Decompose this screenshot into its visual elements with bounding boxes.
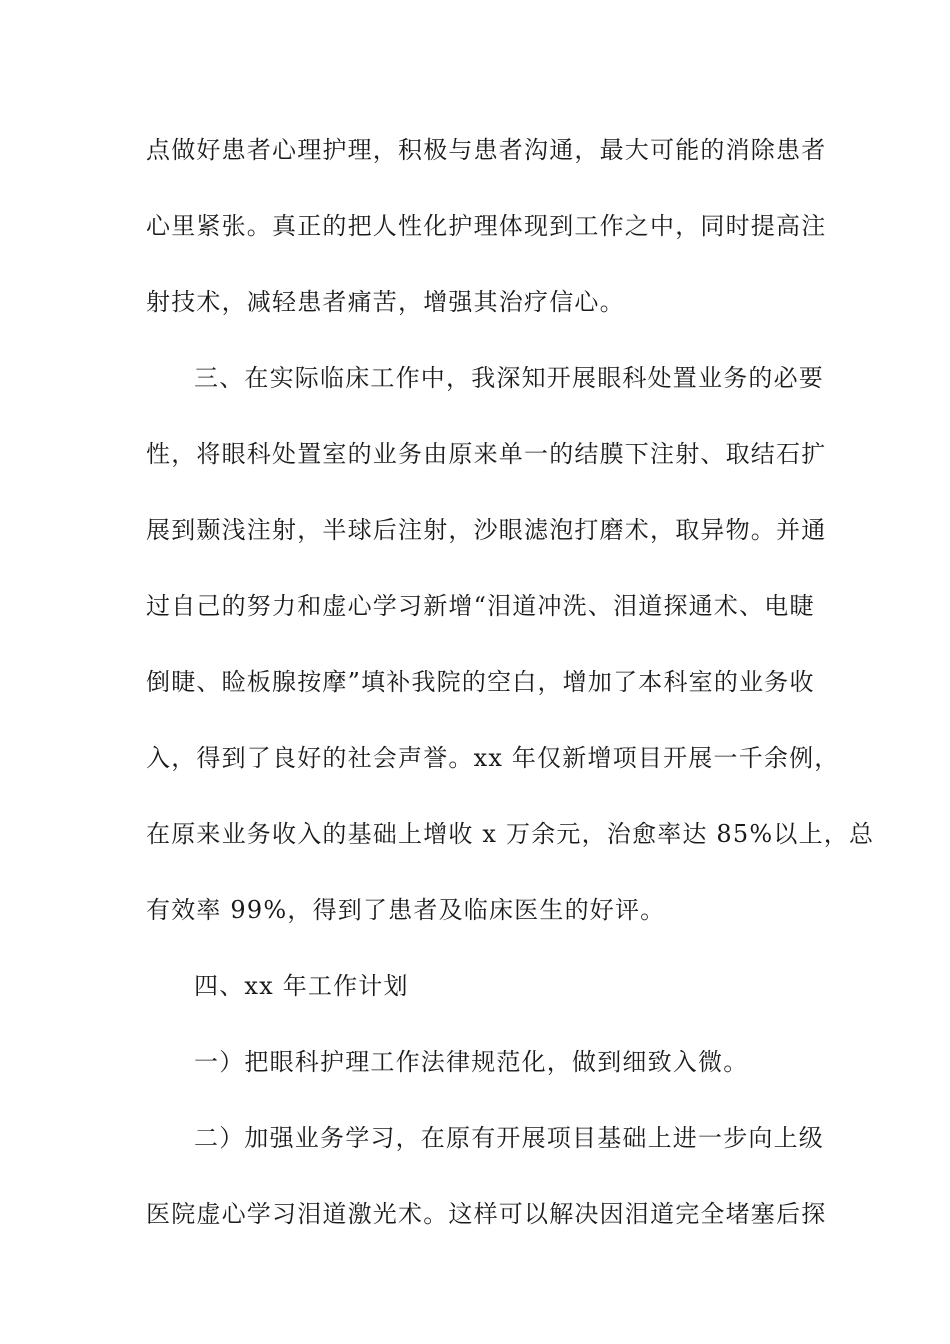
paragraph-line: 医院虚心学习泪道激光术。这样可以解决因泪道完全堵塞后探 [146, 1200, 827, 1228]
paragraph-line: 有效率 99%，得到了患者及临床医生的好评。 [146, 896, 666, 924]
plan-item: 二）加强业务学习，在原有开展项目基础上进一步向上级 [194, 1124, 824, 1152]
paragraph-line: 展到颞浅注射，半球后注射，沙眼滤泡打磨术，取异物。并通 [146, 516, 827, 544]
paragraph-line: 射技术，减轻患者痛苦，增强其治疗信心。 [146, 288, 625, 316]
paragraph-line: 倒睫、睑板腺按摩”填补我院的空白，增加了本科室的业务收 [146, 668, 815, 696]
plan-item: 一）把眼科护理工作法律规范化，做到细致入微。 [194, 1048, 749, 1076]
paragraph-line: 入，得到了良好的社会声誉。xx 年仅新增项目开展一千余例， [146, 744, 840, 772]
paragraph-line: 三、在实际临床工作中，我深知开展眼科处置业务的必要 [194, 364, 824, 392]
paragraph-line: 过自己的努力和虚心学习新增“泪道冲洗、泪道探通术、电睫 [146, 592, 815, 620]
paragraph-line: 性，将眼科处置室的业务由原来单一的结膜下注射、取结石扩 [146, 440, 827, 468]
section-heading: 四、xx 年工作计划 [194, 972, 409, 1000]
paragraph-line: 点做好患者心理护理，积极与患者沟通，最大可能的消除患者 [146, 136, 827, 164]
paragraph-line: 在原来业务收入的基础上增收 x 万余元，治愈率达 85%以上，总 [146, 820, 875, 848]
paragraph-line: 心里紧张。真正的把人性化护理体现到工作之中，同时提高注 [146, 212, 827, 240]
